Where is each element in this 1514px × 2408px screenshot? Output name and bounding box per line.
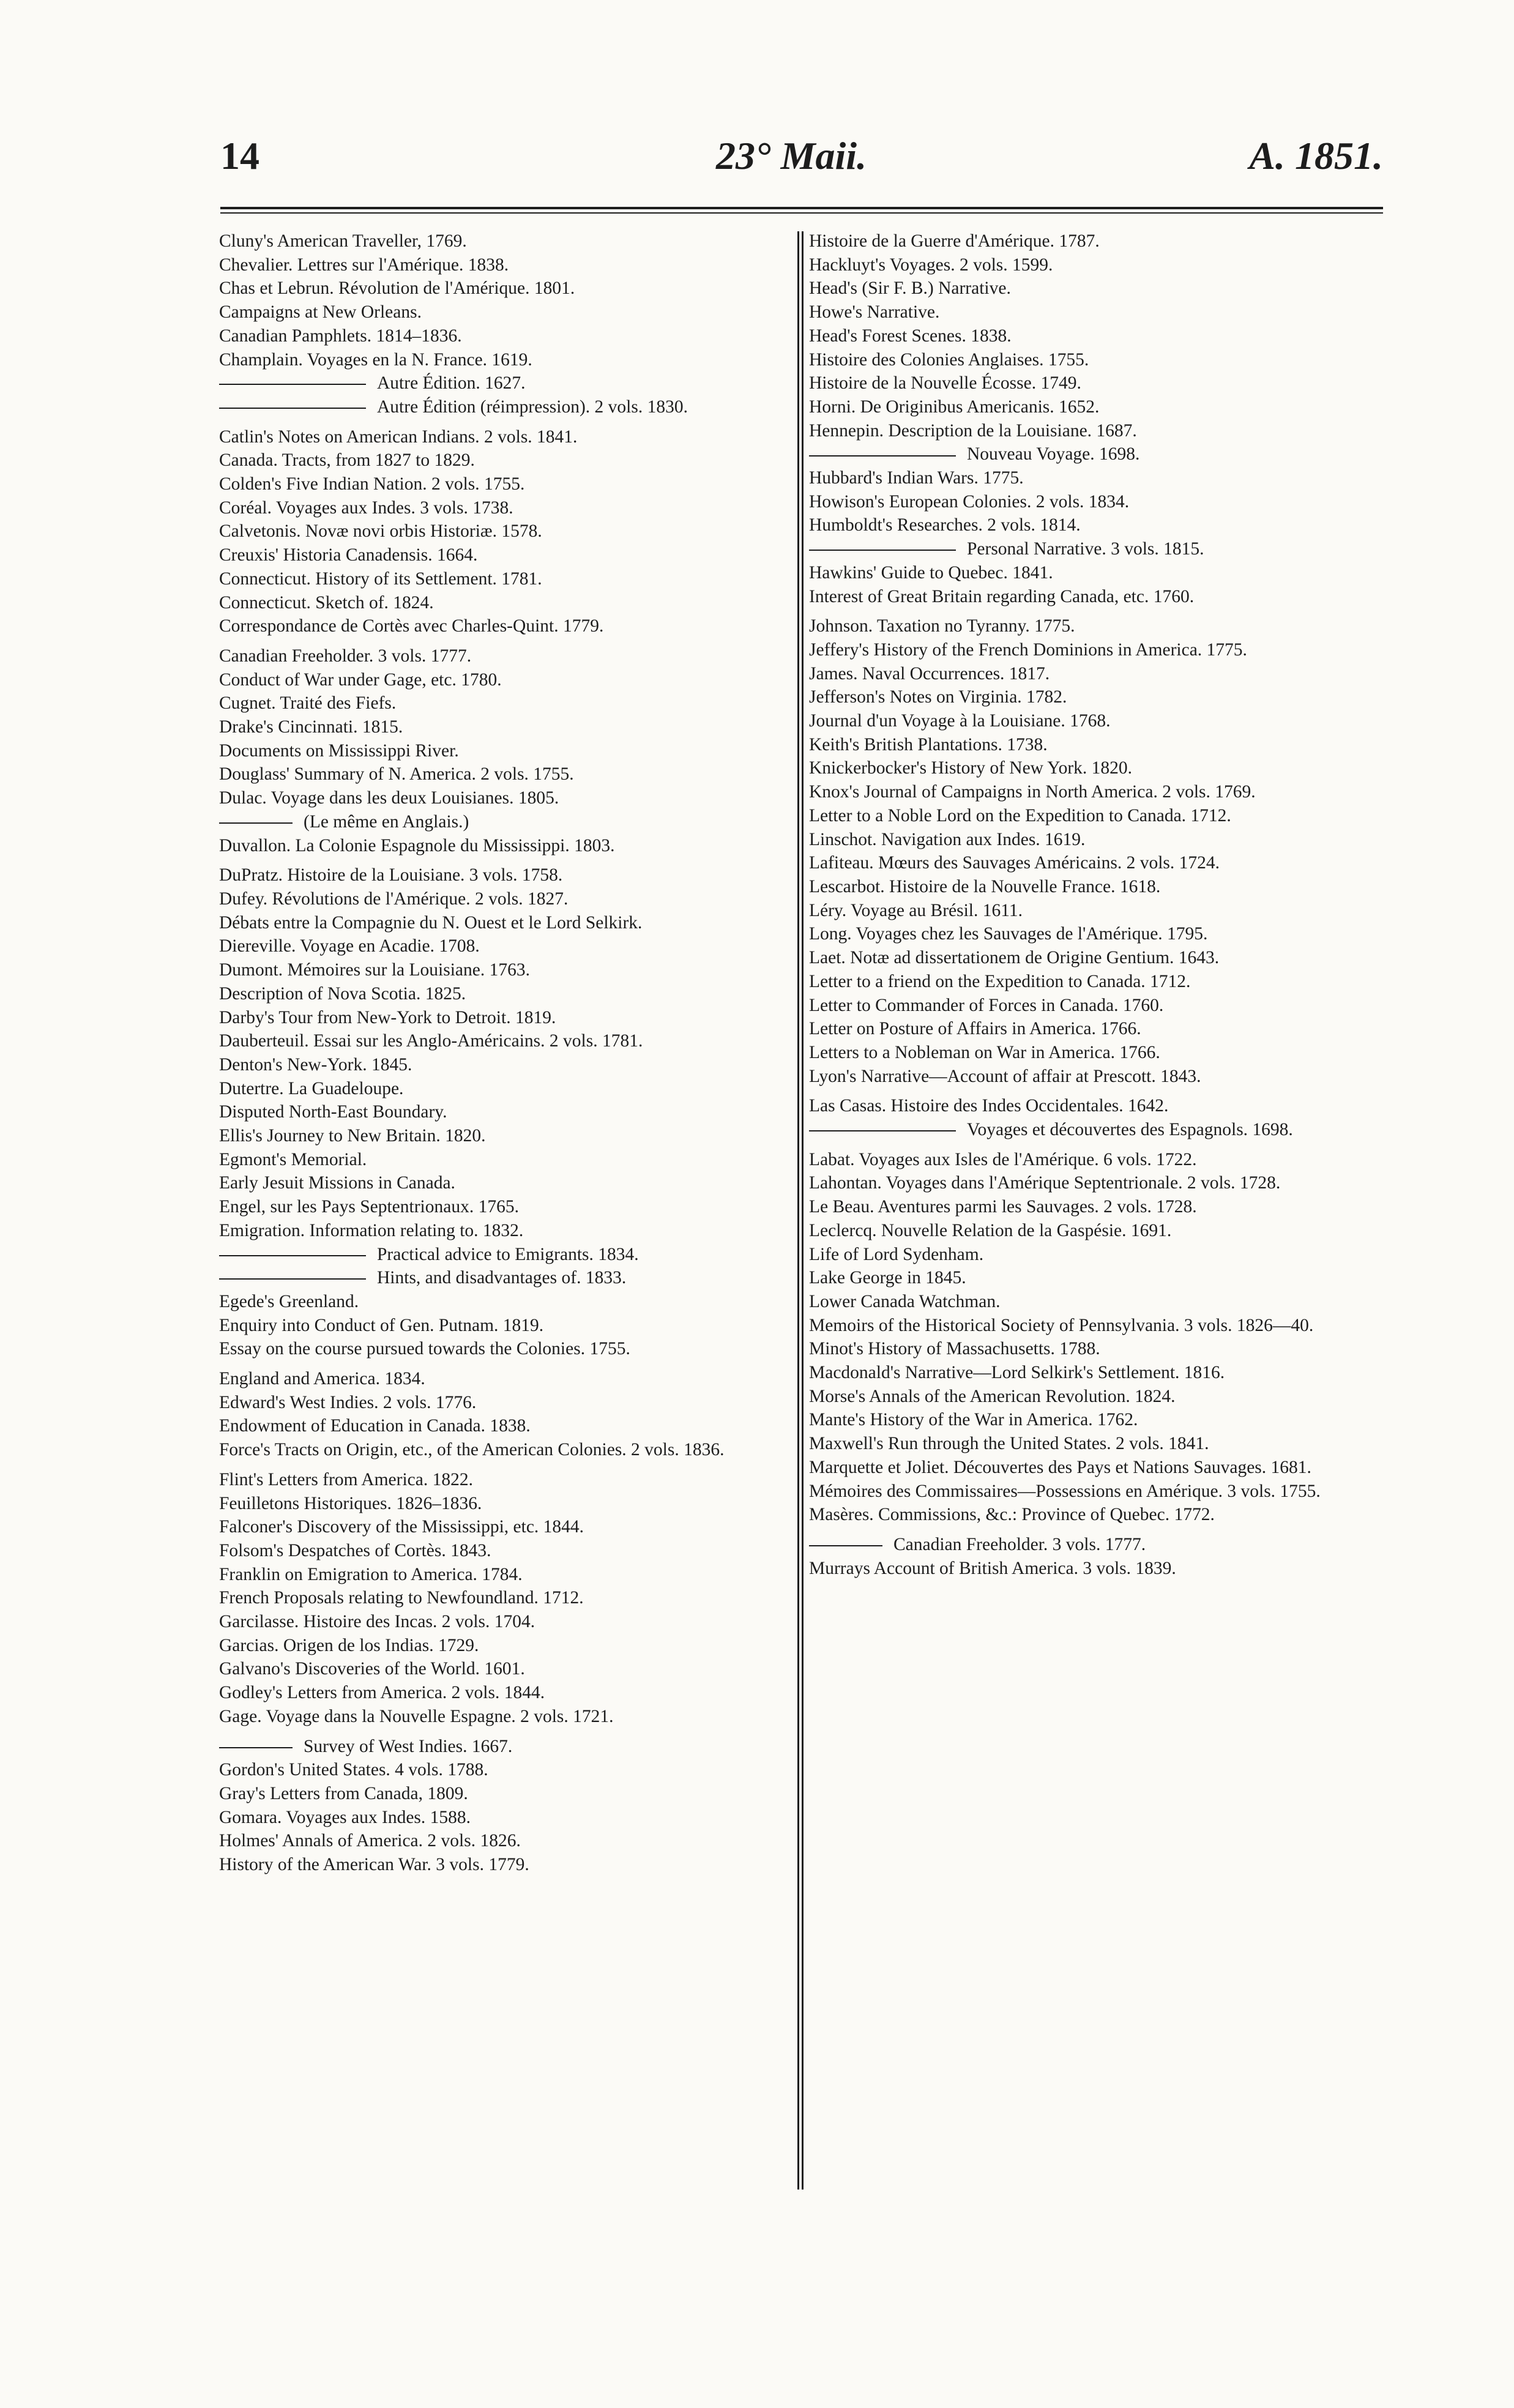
list-item: Champlain. Voyages en la N. France. 1619.	[219, 349, 532, 370]
ditto-rule	[809, 455, 956, 457]
list-item: Hackluyt's Voyages. 2 vols. 1599.	[809, 255, 1053, 275]
list-item: Denton's New-York. 1845.	[219, 1054, 412, 1075]
list-item: Histoire des Colonies Anglaises. 1755.	[809, 349, 1089, 370]
list-item: Labat. Voyages aux Isles de l'Amérique. 6 vols. 1722.	[809, 1149, 1197, 1169]
list-item: Dulac. Voyage dans les deux Louisianes. 1805.	[219, 788, 559, 808]
list-item: Las Casas. Histoire des Indes Occidentales. 1642.	[809, 1096, 1169, 1116]
list-item: Garcias. Origen de los Indias. 1729.	[219, 1635, 479, 1655]
header-rule-thin	[220, 212, 1383, 214]
list-item: Correspondance de Cortès avec Charles-Quint. 1779.	[219, 616, 604, 636]
right-column	[809, 229, 1384, 2194]
list-item: Linschot. Navigation aux Indes. 1619.	[809, 829, 1086, 849]
list-item: Letter on Posture of Affairs in America. 1766.	[809, 1019, 1141, 1039]
list-item: Egede's Greenland.	[219, 1291, 359, 1311]
list-item: Cugnet. Traité des Fiefs.	[219, 693, 397, 714]
list-item: Garcilasse. Histoire des Incas. 2 vols. 1704.	[219, 1612, 535, 1632]
list-item: Long. Voyages chez les Sauvages de l'Amérique. 1795.	[809, 924, 1208, 944]
list-item: Masères. Commissions, &c.: Province of Quebec. 1772.	[809, 1505, 1215, 1525]
list-item: Head's Forest Scenes. 1838.	[809, 326, 1012, 346]
list-item: Feuilletons Historiques. 1826–1836.	[219, 1493, 482, 1513]
list-item: Dauberteuil. Essai sur les Anglo-Américains. 2 vols. 1781.	[219, 1031, 643, 1051]
list-item: Minot's History of Massachusetts. 1788.	[809, 1339, 1100, 1359]
list-item: Enquiry into Conduct of Gen. Putnam. 1819.	[219, 1315, 544, 1335]
column-divider	[797, 231, 799, 2190]
list-item: Gordon's United States. 4 vols. 1788.	[219, 1760, 488, 1780]
ditto-rule	[219, 1278, 366, 1280]
header-rule	[220, 207, 1383, 209]
ditto-rule	[219, 1255, 366, 1256]
list-item: Mémoires des Commissaires—Possessions en Amérique. 3 vols. 1755.	[809, 1481, 1321, 1501]
list-item: Knickerbocker's History of New York. 1820.	[809, 758, 1133, 778]
running-year: A. 1851.	[1249, 134, 1383, 177]
list-item-text: Hints, and disadvantages of. 1833.	[377, 1268, 627, 1288]
list-item-text: Nouveau Voyage. 1698.	[967, 444, 1140, 464]
left-column	[219, 229, 794, 2194]
list-item	[219, 810, 794, 834]
list-item: Calvetonis. Novæ novi orbis Historiæ. 1578.	[219, 521, 542, 542]
list-item: Morse's Annals of the American Revolution. 1824.	[809, 1386, 1176, 1406]
list-item: Lake George in 1845.	[809, 1268, 966, 1288]
ditto-rule	[809, 550, 956, 551]
ditto-rule	[219, 408, 366, 409]
list-item: Hawkins' Guide to Quebec. 1841.	[809, 562, 1053, 583]
list-item	[219, 395, 794, 419]
page-number: 14	[220, 134, 259, 177]
list-item: Galvano's Discoveries of the World. 1601.	[219, 1659, 525, 1679]
list-item: Journal d'un Voyage à la Louisiane. 1768.	[809, 711, 1111, 731]
list-item: Catlin's Notes on American Indians. 2 vols. 1841.	[219, 427, 578, 447]
list-item: James. Naval Occurrences. 1817.	[809, 663, 1050, 684]
list-item: DuPratz. Histoire de la Louisiane. 3 vols. 1758.	[219, 865, 563, 885]
list-item: Drake's Cincinnati. 1815.	[219, 717, 403, 737]
list-item: Dutertre. La Guadeloupe.	[219, 1078, 404, 1098]
list-item: Histoire de la Nouvelle Écosse. 1749.	[809, 373, 1081, 393]
list-item: Duvallon. La Colonie Espagnole du Mississippi. 1803.	[219, 835, 615, 855]
list-item: Murrays Account of British America. 3 vols. 1839.	[809, 1558, 1176, 1578]
list-item: Head's (Sir F. B.) Narrative.	[809, 278, 1011, 299]
list-item: Laet. Notæ ad dissertationem de Origine Gentium. 1643.	[809, 948, 1220, 968]
list-item: Letter to a friend on the Expedition to Canada. 1712.	[809, 971, 1191, 991]
list-item: Jeffery's History of the French Dominions in America. 1775.	[809, 639, 1247, 660]
list-item: Howison's European Colonies. 2 vols. 1834.	[809, 491, 1130, 512]
list-item: Franklin on Emigration to America. 1784.	[219, 1564, 523, 1584]
list-item: Canada. Tracts, from 1827 to 1829.	[219, 450, 475, 471]
list-item: Horni. De Originibus Americanis. 1652.	[809, 397, 1100, 417]
list-item: Leclercq. Nouvelle Relation de la Gaspésie. 1691.	[809, 1220, 1172, 1240]
list-item: Falconer's Discovery of the Mississippi, etc. 1844.	[219, 1517, 584, 1537]
ditto-rule	[809, 1545, 882, 1546]
list-item: Histoire de la Guerre d'Amérique. 1787.	[809, 231, 1100, 251]
list-item-text: Practical advice to Emigrants. 1834.	[377, 1244, 639, 1264]
list-item: Lower Canada Watchman.	[809, 1291, 1001, 1311]
list-item: Johnson. Taxation no Tyranny. 1775.	[809, 616, 1075, 636]
list-item: Essay on the course pursued towards the Colonies. 1755.	[219, 1339, 630, 1359]
list-item: Knox's Journal of Campaigns in North America. 2 vols. 1769.	[809, 782, 1256, 802]
list-item	[219, 371, 794, 395]
running-date: 23° Maii.	[716, 134, 867, 177]
ditto-rule	[219, 822, 293, 824]
list-item-text: Autre Édition (réimpression). 2 vols. 1830.	[377, 397, 688, 417]
list-item: Endowment of Education in Canada. 1838.	[219, 1416, 531, 1436]
list-item: Gomara. Voyages aux Indes. 1588.	[219, 1807, 471, 1827]
list-item: Lafiteau. Mœurs des Sauvages Américains. 2 vols. 1724.	[809, 853, 1220, 873]
list-item: Flint's Letters from America. 1822.	[219, 1469, 473, 1489]
list-item: Lescarbot. Histoire de la Nouvelle France. 1618.	[809, 876, 1161, 896]
list-item	[219, 1266, 794, 1290]
list-item	[219, 1243, 794, 1267]
list-item: Maxwell's Run through the United States. 2 vols. 1841.	[809, 1434, 1209, 1454]
list-item: Dufey. Révolutions de l'Amérique. 2 vols. 1827.	[219, 889, 569, 909]
column-divider	[802, 231, 804, 2190]
list-item: Mante's History of the War in America. 1762.	[809, 1410, 1138, 1430]
list-item: Coréal. Voyages aux Indes. 3 vols. 1738.	[219, 498, 513, 518]
list-item: Keith's British Plantations. 1738.	[809, 734, 1048, 755]
list-item: Holmes' Annals of America. 2 vols. 1826.	[219, 1831, 521, 1851]
list-item: Edward's West Indies. 2 vols. 1776.	[219, 1392, 477, 1412]
list-item: Campaigns at New Orleans.	[219, 302, 422, 322]
list-item: Débats entre la Compagnie du N. Ouest et le Lord Selkirk.	[219, 912, 643, 933]
list-item: Colden's Five Indian Nation. 2 vols. 1755.	[219, 474, 525, 494]
list-item: Documents on Mississippi River.	[219, 740, 459, 761]
list-item	[809, 1533, 1384, 1557]
list-item-text: Canadian Freeholder. 3 vols. 1777.	[893, 1534, 1146, 1554]
list-item	[809, 442, 1384, 466]
list-item: Connecticut. History of its Settlement. 1781.	[219, 568, 542, 589]
list-item	[809, 537, 1384, 561]
list-item: Chas et Lebrun. Révolution de l'Amérique. 1801.	[219, 278, 575, 299]
list-item: Ellis's Journey to New Britain. 1820.	[219, 1126, 486, 1146]
list-item: Macdonald's Narrative—Lord Selkirk's Settlement. 1816.	[809, 1363, 1225, 1383]
list-item: Godley's Letters from America. 2 vols. 1844.	[219, 1683, 545, 1703]
list-item-text: Voyages et découvertes des Espagnols. 1698.	[967, 1120, 1293, 1140]
list-item: Hennepin. Description de la Louisiane. 1687.	[809, 420, 1137, 441]
list-item-text: Personal Narrative. 3 vols. 1815.	[967, 539, 1204, 559]
list-item: Howe's Narrative.	[809, 302, 940, 322]
list-item: Emigration. Information relating to. 1832.	[219, 1220, 524, 1240]
list-item: Léry. Voyage au Brésil. 1611.	[809, 900, 1023, 920]
list-item: Letters to a Nobleman on War in America. 1766.	[809, 1042, 1160, 1062]
list-item: Hubbard's Indian Wars. 1775.	[809, 468, 1024, 488]
list-item-text: (Le même en Anglais.)	[304, 811, 469, 832]
list-item: Egmont's Memorial.	[219, 1149, 367, 1169]
list-item-text: Survey of West Indies. 1667.	[304, 1736, 513, 1756]
list-item: Conduct of War under Gage, etc. 1780.	[219, 669, 502, 690]
list-item: Engel, sur les Pays Septentrionaux. 1765.	[219, 1197, 519, 1217]
list-item: Marquette et Joliet. Découvertes des Pays et Nations Sauvages. 1681.	[809, 1457, 1311, 1477]
list-item: Canadian Pamphlets. 1814–1836.	[219, 326, 462, 346]
list-item	[809, 1118, 1384, 1142]
list-item: Douglass' Summary of N. America. 2 vols. 1755.	[219, 764, 574, 785]
list-item: Lahontan. Voyages dans l'Amérique Septentrionale. 2 vols. 1728.	[809, 1173, 1281, 1193]
list-item: Darby's Tour from New-York to Detroit. 1819.	[219, 1007, 556, 1027]
list-item: Humboldt's Researches. 2 vols. 1814.	[809, 515, 1081, 535]
ditto-rule	[219, 384, 366, 385]
list-item: Jefferson's Notes on Virginia. 1782.	[809, 687, 1067, 707]
list-item: Disputed North-East Boundary.	[219, 1102, 447, 1122]
ditto-rule	[809, 1130, 956, 1131]
list-item: Connecticut. Sketch of. 1824.	[219, 592, 434, 613]
list-item: Canadian Freeholder. 3 vols. 1777.	[219, 646, 472, 666]
list-item: History of the American War. 3 vols. 1779.	[219, 1855, 529, 1875]
list-item: Force's Tracts on Origin, etc., of the American Colonies. 2 vols. 1836.	[219, 1440, 725, 1460]
list-item: Interest of Great Britain regarding Canada, etc. 1760.	[809, 586, 1195, 606]
list-item-text: Autre Édition. 1627.	[377, 373, 526, 393]
list-item: Folsom's Despatches of Cortès. 1843.	[219, 1540, 491, 1560]
list-item: Chevalier. Lettres sur l'Amérique. 1838.	[219, 255, 509, 275]
page-header	[220, 133, 1383, 188]
list-item: Letter to Commander of Forces in Canada. 1760.	[809, 995, 1164, 1015]
list-item: Creuxis' Historia Canadensis. 1664.	[219, 545, 478, 565]
list-item: Dumont. Mémoires sur la Louisiane. 1763.	[219, 960, 530, 980]
list-item: Description of Nova Scotia. 1825.	[219, 983, 466, 1004]
list-item: French Proposals relating to Newfoundland. 1712.	[219, 1588, 584, 1608]
list-item: Cluny's American Traveller, 1769.	[219, 231, 467, 251]
list-item: England and America. 1834.	[219, 1369, 425, 1389]
list-item	[219, 1735, 794, 1759]
list-item: Lyon's Narrative—Account of affair at Prescott. 1843.	[809, 1066, 1201, 1086]
list-item: Memoirs of the Historical Society of Pennsylvania. 3 vols. 1826—40.	[809, 1315, 1314, 1335]
list-item: Gage. Voyage dans la Nouvelle Espagne. 2 vols. 1721.	[219, 1706, 614, 1726]
list-item: Letter to a Noble Lord on the Expedition to Canada. 1712.	[809, 805, 1231, 826]
list-item: Le Beau. Aventures parmi les Sauvages. 2 vols. 1728.	[809, 1197, 1197, 1217]
list-item: Early Jesuit Missions in Canada.	[219, 1173, 455, 1193]
list-item: Gray's Letters from Canada, 1809.	[219, 1784, 468, 1803]
list-item: Life of Lord Sydenham.	[809, 1244, 984, 1264]
list-item: Diereville. Voyage en Acadie. 1708.	[219, 936, 480, 956]
ditto-rule	[219, 1747, 293, 1748]
